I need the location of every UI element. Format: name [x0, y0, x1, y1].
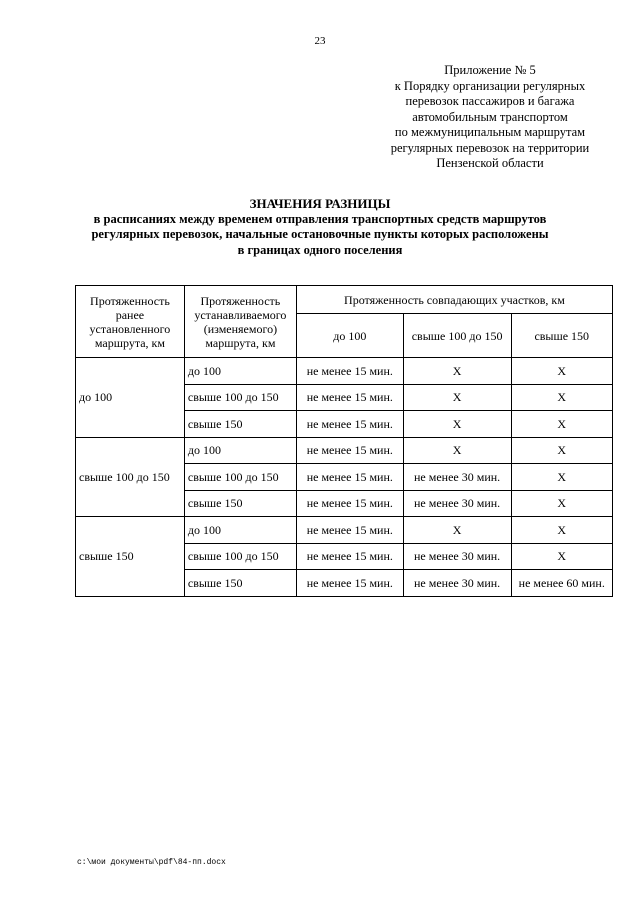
appendix-line: к Порядку организации регулярных: [394, 78, 586, 93]
table-row: [76, 517, 613, 544]
values-table: [75, 285, 613, 597]
cell-value: не менее 15 мин.: [296, 437, 403, 464]
subtitle-line: регулярных перевозок, начальные остановочные пункты которых расположены: [91, 227, 549, 241]
cell-new-route: до 100: [184, 358, 296, 385]
page-number: 23: [314, 35, 326, 47]
cell-value: X: [511, 384, 613, 411]
group-label: свыше 150: [76, 517, 185, 597]
cell-value: X: [403, 517, 511, 544]
cell-value: не менее 15 мин.: [296, 570, 403, 597]
cell-value: не менее 15 мин.: [296, 543, 403, 570]
appendix-line: перевозок пассажиров и багажа: [405, 94, 575, 108]
cell-value: X: [511, 437, 613, 464]
cell-value: не менее 15 мин.: [296, 384, 403, 411]
cell-value: X: [511, 490, 613, 517]
cell-value: не менее 15 мин.: [296, 358, 403, 385]
cell-value: X: [403, 358, 511, 385]
header-overlap-over-150: свыше 150: [511, 314, 613, 358]
header-previous-route-length: Протяженность ранее установленного маршрута, км: [76, 286, 185, 358]
cell-value: не менее 30 мин.: [403, 543, 511, 570]
header-new-route-length: Протяженность устанавливаемого (изменяемого) маршрута, км: [184, 286, 296, 358]
document-title: [60, 196, 580, 258]
appendix-line: Пензенской области: [436, 156, 544, 170]
cell-value: не менее 15 мин.: [296, 464, 403, 491]
table-header-row: [76, 286, 613, 314]
cell-value: X: [511, 464, 613, 491]
group-label: до 100: [76, 358, 185, 438]
cell-new-route: до 100: [184, 517, 296, 544]
cell-value: не менее 15 мин.: [296, 517, 403, 544]
cell-value: X: [403, 384, 511, 411]
file-path-footer: c:\мои документы\pdf\84-пп.docx: [77, 858, 226, 867]
cell-new-route: свыше 150: [184, 490, 296, 517]
cell-new-route: свыше 100 до 150: [184, 464, 296, 491]
cell-new-route: свыше 150: [184, 411, 296, 438]
appendix-line: автомобильным транспортом: [412, 109, 568, 124]
cell-new-route: свыше 100 до 150: [184, 543, 296, 570]
subtitle-line: в границах одного поселения: [237, 242, 403, 257]
cell-value: не менее 15 мин.: [296, 411, 403, 438]
appendix-header: [360, 63, 620, 172]
cell-value: X: [511, 517, 613, 544]
cell-new-route: свыше 150: [184, 570, 296, 597]
cell-value: не менее 15 мин.: [296, 490, 403, 517]
appendix-line: по межмуниципальным маршрутам: [394, 125, 586, 139]
cell-value: не менее 60 мин.: [511, 570, 613, 597]
cell-value: X: [511, 543, 613, 570]
cell-new-route: свыше 100 до 150: [184, 384, 296, 411]
cell-value: X: [511, 411, 613, 438]
cell-value: не менее 30 мин.: [403, 464, 511, 491]
group-label: свыше 100 до 150: [76, 437, 185, 517]
cell-new-route: до 100: [184, 437, 296, 464]
header-overlap-length: Протяженность совпадающих участков, км: [296, 286, 612, 314]
subtitle-line: в расписаниях между временем отправления транспортных средств маршрутов: [93, 211, 547, 226]
appendix-line: Приложение № 5: [444, 63, 536, 77]
cell-value: не менее 30 мин.: [403, 490, 511, 517]
main-title: ЗНАЧЕНИЯ РАЗНИЦЫ: [249, 196, 391, 211]
cell-value: X: [403, 437, 511, 464]
table-row: [76, 437, 613, 464]
table-row: [76, 358, 613, 385]
cell-value: X: [403, 411, 511, 438]
cell-value: не менее 30 мин.: [403, 570, 511, 597]
header-overlap-up-to-100: до 100: [296, 314, 403, 358]
header-overlap-100-150: свыше 100 до 150: [403, 314, 511, 358]
cell-value: X: [511, 358, 613, 385]
appendix-line: регулярных перевозок на территории: [390, 140, 590, 155]
